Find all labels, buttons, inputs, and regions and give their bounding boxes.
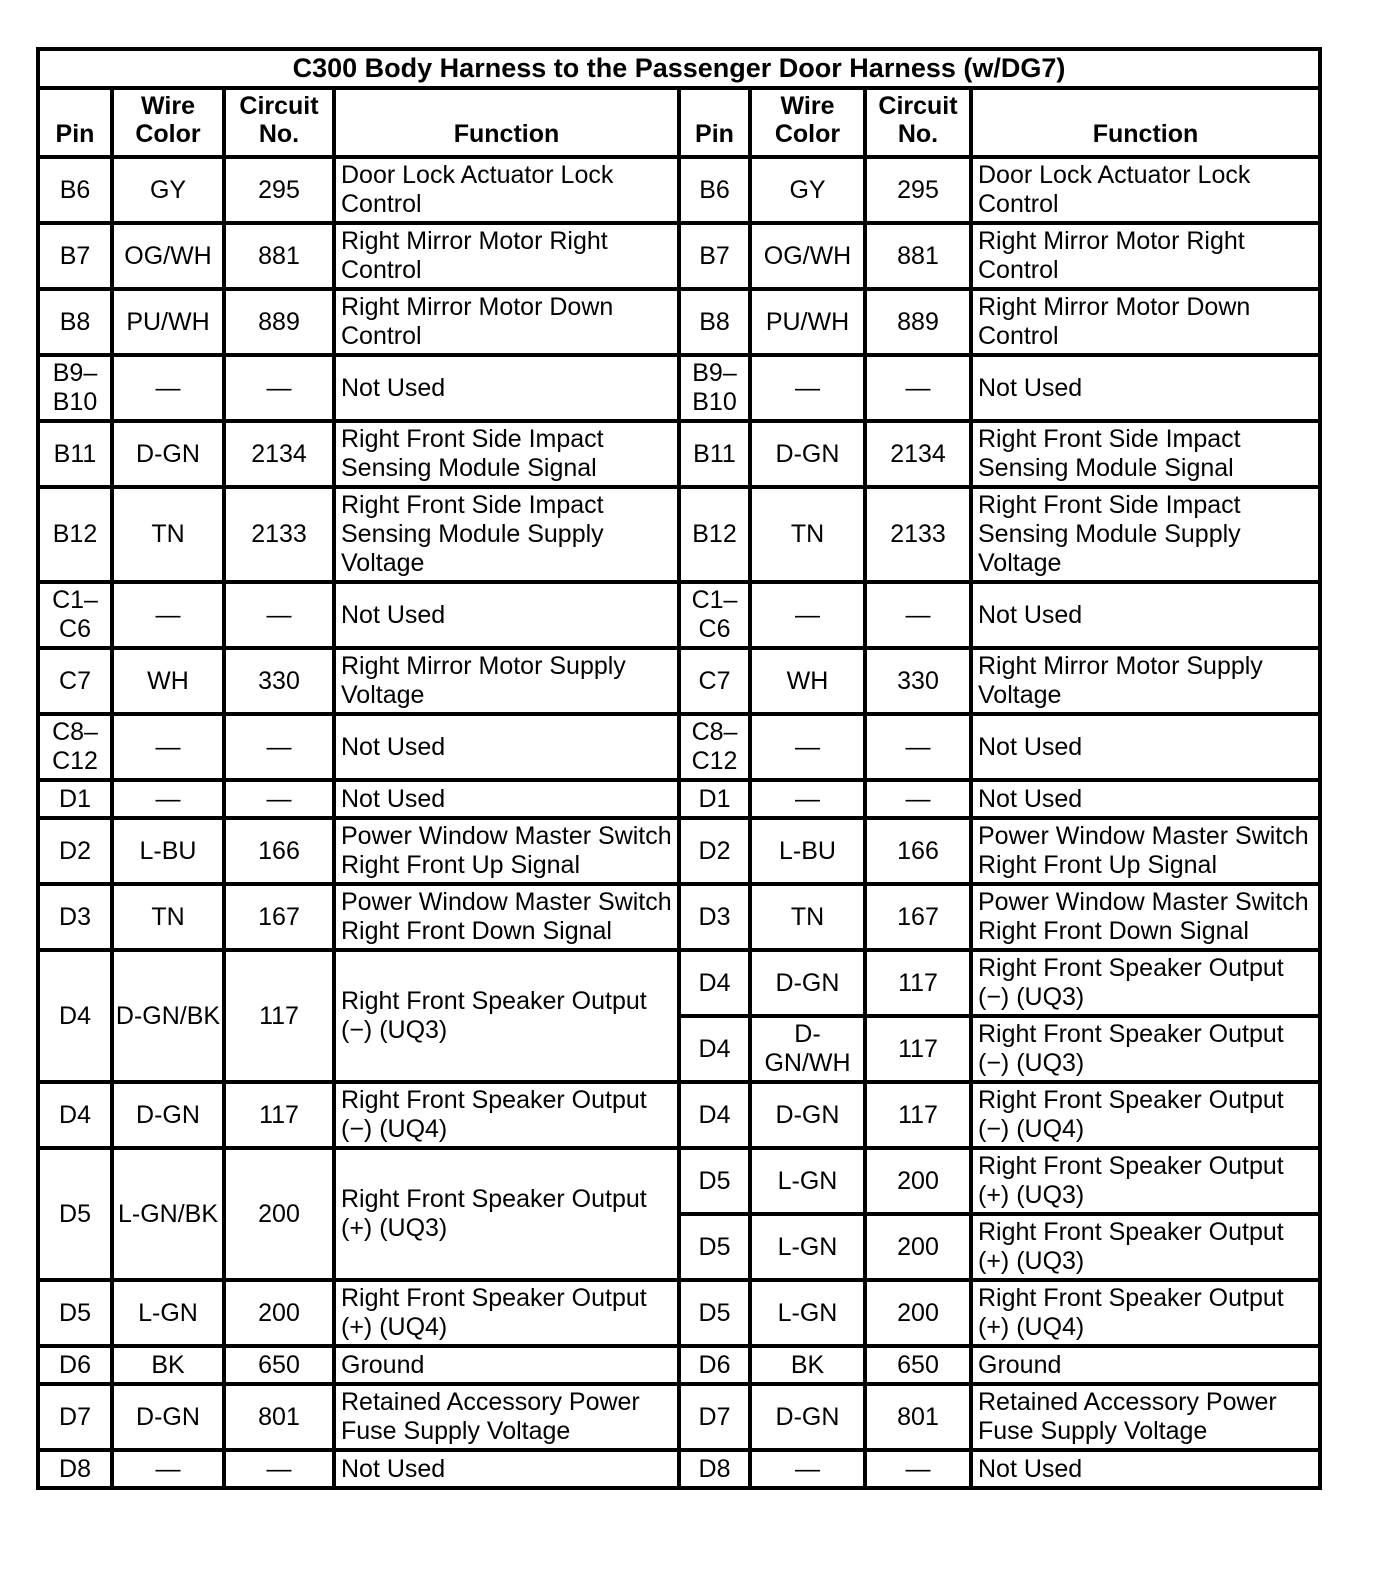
wire-color-cell: — [112,1450,224,1488]
table-row [38,1450,1320,1488]
wire-color-cell: — [112,582,224,648]
circuit-no-cell: 2134 [865,421,971,487]
pin-cell: D5 [679,1214,750,1280]
function-cell: Right Front Speaker Output (+) (UQ3) [334,1148,679,1280]
circuit-no-cell: 200 [224,1280,334,1346]
pin-cell: D5 [679,1280,750,1346]
header-pin-right: Pin [679,88,750,157]
circuit-no-cell: 650 [224,1346,334,1384]
wire-color-cell: PU/WH [112,289,224,355]
circuit-no-cell: — [224,355,334,421]
table-row [38,582,1320,648]
pin-cell: B7 [38,223,112,289]
wire-color-cell: L-GN [112,1280,224,1346]
header-function-left: Function [334,88,679,157]
pin-cell: B11 [679,421,750,487]
table-row [38,950,1320,1016]
function-cell: Not Used [334,582,679,648]
function-cell: Door Lock Actuator Lock Control [971,157,1320,223]
function-cell: Right Front Side Impact Sensing Module Signal [971,421,1320,487]
wire-color-cell: WH [112,648,224,714]
table-title: C300 Body Harness to the Passenger Door Harness (w/DG7) [38,49,1320,88]
table-row [38,1384,1320,1450]
pin-cell: D4 [679,1082,750,1148]
table-row [38,355,1320,421]
circuit-no-cell: 166 [224,818,334,884]
table-row [38,1280,1320,1346]
circuit-no-cell: 200 [865,1148,971,1214]
function-cell: Right Front Speaker Output (−) (UQ3) [334,950,679,1082]
pin-cell: D1 [679,780,750,818]
circuit-no-cell: 2134 [224,421,334,487]
pin-cell: B9–B10 [38,355,112,421]
function-cell: Right Mirror Motor Right Control [334,223,679,289]
circuit-no-cell: 117 [224,950,334,1082]
pin-cell: D7 [38,1384,112,1450]
function-cell: Power Window Master Switch Right Front Down Signal [971,884,1320,950]
wire-color-cell: D-GN [112,421,224,487]
circuit-no-cell: 117 [865,950,971,1016]
table-row [38,648,1320,714]
circuit-no-cell: 295 [865,157,971,223]
wire-color-cell: TN [112,884,224,950]
circuit-no-cell: 650 [865,1346,971,1384]
circuit-no-cell: 166 [865,818,971,884]
wire-color-cell: GY [750,157,865,223]
circuit-no-cell: 801 [865,1384,971,1450]
header-pin-left: Pin [38,88,112,157]
circuit-no-cell: 200 [865,1214,971,1280]
table-row [38,780,1320,818]
function-cell: Door Lock Actuator Lock Control [334,157,679,223]
circuit-no-cell: 2133 [865,487,971,582]
function-cell: Right Mirror Motor Down Control [971,289,1320,355]
circuit-no-cell: — [224,582,334,648]
function-cell: Right Mirror Motor Down Control [334,289,679,355]
pin-cell: B7 [679,223,750,289]
pinout-table [36,47,1322,1490]
pin-cell: D4 [679,1016,750,1082]
circuit-no-cell: 889 [865,289,971,355]
function-cell: Not Used [334,780,679,818]
function-cell: Right Mirror Motor Right Control [971,223,1320,289]
pin-cell: D2 [679,818,750,884]
function-cell: Right Mirror Motor Supply Voltage [334,648,679,714]
circuit-no-cell: 167 [224,884,334,950]
wire-color-cell: OG/WH [750,223,865,289]
function-cell: Power Window Master Switch Right Front Up Signal [971,818,1320,884]
pin-cell: D3 [38,884,112,950]
function-cell: Right Mirror Motor Supply Voltage [971,648,1320,714]
function-cell: Ground [971,1346,1320,1384]
pin-cell: C1–C6 [38,582,112,648]
wire-color-cell: GY [112,157,224,223]
wire-color-cell: — [112,714,224,780]
function-cell: Right Front Speaker Output (+) (UQ3) [971,1214,1320,1280]
wire-color-cell: L-GN [750,1280,865,1346]
wire-color-cell: — [112,780,224,818]
pin-cell: D4 [38,950,112,1082]
header-wire-color-left: Wire Color [112,88,224,157]
function-cell: Not Used [971,582,1320,648]
circuit-no-cell: 2133 [224,487,334,582]
pin-cell: C7 [679,648,750,714]
wire-color-cell: — [750,355,865,421]
circuit-no-cell: 200 [224,1148,334,1280]
wire-color-cell: — [750,780,865,818]
function-cell: Right Front Side Impact Sensing Module Supply Voltage [334,487,679,582]
table-row [38,421,1320,487]
wire-color-cell: L-GN [750,1214,865,1280]
pin-cell: D5 [679,1148,750,1214]
table-header-row [38,88,1320,157]
table-row [38,289,1320,355]
wire-color-cell: D-GN/BK [112,950,224,1082]
function-cell: Not Used [971,780,1320,818]
wire-color-cell: D-GN [112,1082,224,1148]
pin-cell: D4 [679,950,750,1016]
wire-color-cell: — [750,582,865,648]
table-row [38,157,1320,223]
circuit-no-cell: 117 [224,1082,334,1148]
function-cell: Not Used [334,1450,679,1488]
pin-cell: D2 [38,818,112,884]
table-row [38,714,1320,780]
circuit-no-cell: — [224,714,334,780]
function-cell: Power Window Master Switch Right Front Down Signal [334,884,679,950]
circuit-no-cell: 889 [224,289,334,355]
wire-color-cell: BK [112,1346,224,1384]
wire-color-cell: L-GN/BK [112,1148,224,1280]
pin-cell: B12 [38,487,112,582]
table-row [38,1082,1320,1148]
function-cell: Right Front Speaker Output (−) (UQ4) [334,1082,679,1148]
function-cell: Right Front Side Impact Sensing Module Supply Voltage [971,487,1320,582]
pin-cell: B6 [679,157,750,223]
wire-color-cell: OG/WH [112,223,224,289]
circuit-no-cell: 167 [865,884,971,950]
function-cell: Right Front Speaker Output (−) (UQ4) [971,1082,1320,1148]
wire-color-cell: D-GN [112,1384,224,1450]
table-row [38,487,1320,582]
pin-cell: C1–C6 [679,582,750,648]
circuit-no-cell: 200 [865,1280,971,1346]
circuit-no-cell: — [224,780,334,818]
function-cell: Not Used [334,355,679,421]
function-cell: Not Used [334,714,679,780]
function-cell: Retained Accessory Power Fuse Supply Voltage [334,1384,679,1450]
function-cell: Not Used [971,714,1320,780]
header-wire-color-right: Wire Color [750,88,865,157]
function-cell: Retained Accessory Power Fuse Supply Voltage [971,1384,1320,1450]
pin-cell: D5 [38,1280,112,1346]
table-row [38,1148,1320,1214]
wire-color-cell: D-GN [750,1384,865,1450]
circuit-no-cell: 117 [865,1016,971,1082]
function-cell: Right Front Speaker Output (+) (UQ3) [971,1148,1320,1214]
wire-color-cell: — [112,355,224,421]
pin-cell: B6 [38,157,112,223]
wire-color-cell: D-GN [750,1082,865,1148]
wire-color-cell: L-BU [112,818,224,884]
pin-cell: D1 [38,780,112,818]
pin-cell: D6 [38,1346,112,1384]
circuit-no-cell: — [865,714,971,780]
circuit-no-cell: 117 [865,1082,971,1148]
circuit-no-cell: — [224,1450,334,1488]
pin-cell: D8 [38,1450,112,1488]
function-cell: Right Front Speaker Output (−) (UQ3) [971,950,1320,1016]
pin-cell: D6 [679,1346,750,1384]
wire-color-cell: D-GN [750,950,865,1016]
table-row [38,818,1320,884]
wire-color-cell: TN [750,884,865,950]
function-cell: Right Front Side Impact Sensing Module Signal [334,421,679,487]
function-cell: Right Front Speaker Output (+) (UQ4) [334,1280,679,1346]
pin-cell: C8–C12 [38,714,112,780]
function-cell: Ground [334,1346,679,1384]
wire-color-cell: L-GN [750,1148,865,1214]
wire-color-cell: BK [750,1346,865,1384]
pin-cell: D7 [679,1384,750,1450]
function-cell: Right Front Speaker Output (+) (UQ4) [971,1280,1320,1346]
circuit-no-cell: 330 [865,648,971,714]
circuit-no-cell: 295 [224,157,334,223]
pin-cell: C8–C12 [679,714,750,780]
pin-cell: D5 [38,1148,112,1280]
table-row [38,223,1320,289]
function-cell: Power Window Master Switch Right Front Up Signal [334,818,679,884]
pin-cell: B12 [679,487,750,582]
pin-cell: B11 [38,421,112,487]
wire-color-cell: WH [750,648,865,714]
wire-color-cell: D-GN/WH [750,1016,865,1082]
wire-color-cell: TN [750,487,865,582]
pin-cell: B8 [38,289,112,355]
wire-color-cell: L-BU [750,818,865,884]
pin-cell: B8 [679,289,750,355]
circuit-no-cell: — [865,582,971,648]
header-circuit-no-left: Circuit No. [224,88,334,157]
table-title-row [38,49,1320,88]
wire-color-cell: — [750,1450,865,1488]
wire-color-cell: PU/WH [750,289,865,355]
circuit-no-cell: — [865,780,971,818]
table-row [38,1346,1320,1384]
wire-color-cell: TN [112,487,224,582]
circuit-no-cell: 330 [224,648,334,714]
circuit-no-cell: 801 [224,1384,334,1450]
circuit-no-cell: 881 [865,223,971,289]
circuit-no-cell: 881 [224,223,334,289]
pin-cell: D3 [679,884,750,950]
pin-cell: B9–B10 [679,355,750,421]
circuit-no-cell: — [865,355,971,421]
pin-cell: D4 [38,1082,112,1148]
header-function-right: Function [971,88,1320,157]
pin-cell: D8 [679,1450,750,1488]
pin-cell: C7 [38,648,112,714]
circuit-no-cell: — [865,1450,971,1488]
header-circuit-no-right: Circuit No. [865,88,971,157]
wire-color-cell: D-GN [750,421,865,487]
function-cell: Right Front Speaker Output (−) (UQ3) [971,1016,1320,1082]
function-cell: Not Used [971,355,1320,421]
wire-color-cell: — [750,714,865,780]
function-cell: Not Used [971,1450,1320,1488]
table-row [38,884,1320,950]
